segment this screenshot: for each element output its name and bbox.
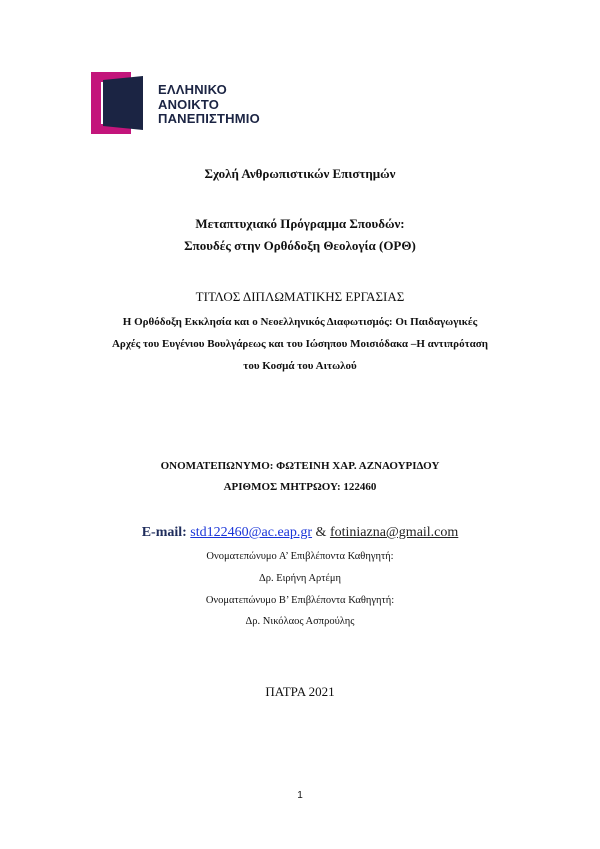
email-link-primary[interactable]: std122460@ac.eap.gr [190, 525, 313, 540]
thesis-title-line: Η Ορθόδοξη Εκκλησία και ο Νεοελληνικός Διαφωτισμός: Οι Παιδαγωγικές [122, 316, 478, 328]
email-separator: & [315, 525, 327, 540]
email-label: E-mail: [141, 525, 187, 540]
supervisor-a-label: Ονοματεπώνυμο Α’ Επιβλέποντα Καθηγητή: [206, 551, 394, 562]
logo-line-1: ΕΛΛΗΝΙΚΟ [158, 82, 227, 97]
school-name: Σχολή Ανθρωπιστικών Επιστημών [204, 166, 396, 181]
email-row [0, 525, 600, 541]
university-logo-text [158, 83, 260, 127]
logo-line-2: ΑΝΟΙΚΤΟ [158, 96, 220, 112]
logo-navy-block [103, 76, 143, 130]
thesis-title-line: Αρχές του Ευγένιου Βουλγάρεως και του Ιώσηπου Μοισιόδακα –Η αντιπρόταση [111, 338, 489, 350]
page-number: 1 [297, 790, 303, 801]
city-year: ΠΑΤΡΑ 2021 [265, 684, 335, 699]
program-name: Σπουδές στην Ορθόδοξη Θεολογία (ΟΡΘ) [184, 238, 416, 253]
logo-line-3: ΠΑΝΕΠΙΣΤΗΜΙΟ [158, 111, 260, 126]
program-label: Μεταπτυχιακό Πρόγραμμα Σπουδών: [195, 216, 405, 231]
student-name: ΟΝΟΜΑΤΕΠΩΝΥΜΟ: ΦΩΤΕΙΝΗ ΧΑΡ. ΑΖΝΑΟΥΡΙΔΟΥ [160, 460, 440, 472]
registration-number: ΑΡΙΘΜΟΣ ΜΗΤΡΩΟΥ: 122460 [223, 481, 377, 493]
email-link-secondary[interactable]: fotiniazna@gmail.com [329, 525, 459, 540]
thesis-title-line: του Κοσμά του Αιτωλού [243, 360, 357, 372]
supervisor-a-name: Δρ. Ειρήνη Αρτέμη [258, 573, 342, 584]
supervisor-b-label: Ονοματεπώνυμο Β’ Επιβλέποντα Καθηγητή: [205, 595, 395, 606]
thesis-title-heading: ΤΙΤΛΟΣ ΔΙΠΛΩΜΑΤΙΚΗΣ ΕΡΓΑΣΙΑΣ [195, 289, 405, 304]
supervisor-b-name: Δρ. Νικόλαος Ασπρούλης [245, 616, 355, 627]
